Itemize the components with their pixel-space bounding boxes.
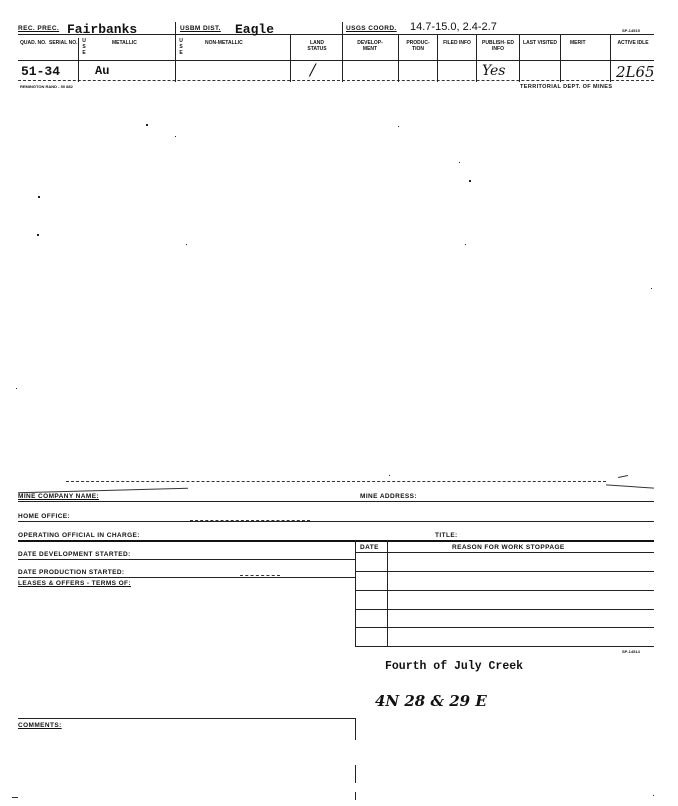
form-number-bottom: SP-14514 <box>622 649 640 654</box>
col-sep-6 <box>476 34 477 82</box>
col-sep-9 <box>610 34 611 82</box>
col-use-1: U S E <box>82 38 86 56</box>
speck <box>389 475 390 476</box>
col-land-status: LAND STATUS <box>307 40 327 52</box>
col-active-idle: ACTIVE IDLE <box>617 40 649 46</box>
comments-right-border-tail <box>355 792 356 800</box>
speck <box>651 288 652 289</box>
usgs-coord-label: USGS COORD. <box>346 25 397 32</box>
pen-mark <box>606 484 654 488</box>
col-sep-3 <box>342 22 343 82</box>
col-sep-metal-nonmetal <box>175 38 176 82</box>
metallic-value: Au <box>95 64 110 78</box>
comments-right-border-lower <box>355 765 356 783</box>
line-company <box>18 501 654 502</box>
table-date-sep <box>387 540 388 646</box>
rec-prec-value: Fairbanks <box>67 22 138 37</box>
line-home-office <box>18 521 654 522</box>
speck <box>175 136 176 137</box>
header-line-mid <box>18 60 654 61</box>
col-last-visited: LAST VISITED <box>523 40 557 46</box>
pen-mark <box>618 475 628 478</box>
col-production: PRODUC- TION <box>406 40 430 52</box>
rec-prec-label: REC. PREC. <box>18 25 60 32</box>
published-info-value: Yes <box>482 63 506 79</box>
line-official <box>18 540 654 542</box>
table-left-border <box>355 540 356 646</box>
card-footer-right: TERRITORIAL DEPT. OF MINES <box>520 84 613 90</box>
line-home-office-dash <box>190 520 310 521</box>
col-serial-no: SERIAL NO. <box>49 40 78 46</box>
table-row-line <box>355 571 654 572</box>
table-row-line <box>355 552 654 553</box>
date-production-label: DATE PRODUCTION STARTED: <box>18 569 125 576</box>
line-comments-top <box>18 718 355 719</box>
col-non-metallic: NON-METALLIC <box>205 40 243 46</box>
col-published-info: PUBLISH- ED INFO <box>482 40 514 52</box>
speck <box>469 180 471 182</box>
col-sep-4 <box>398 34 399 82</box>
line-dev <box>18 559 355 560</box>
speck <box>37 234 39 236</box>
leases-offers-label: LEASES & OFFERS - TERMS OF: <box>18 580 131 587</box>
header-line-bottom <box>18 80 654 81</box>
col-sep-2 <box>290 34 291 82</box>
speck <box>459 162 460 163</box>
speck <box>38 196 40 198</box>
speck <box>146 124 148 126</box>
col-sep-quad-metal <box>78 38 79 82</box>
location-name: Fourth of July Creek <box>385 660 524 673</box>
table-row-line <box>355 646 654 647</box>
col-sep-5 <box>437 34 438 82</box>
speck <box>653 795 654 796</box>
pen-mark <box>240 575 280 576</box>
mine-company-name-label: MINE COMPANY NAME: <box>18 493 99 500</box>
usbm-dist-value: Eagle <box>235 22 275 37</box>
title-label: TITLE: <box>435 532 458 539</box>
usbm-dist-label: USBM DIST. <box>180 25 221 32</box>
usgs-coord-value: 14.7-15.0, 2.4-2.7 <box>410 21 497 33</box>
line-prod <box>18 577 355 578</box>
table-row-line <box>355 609 654 610</box>
quad-serial-value: 51-34 <box>21 64 61 79</box>
col-development: DEVELOP- MENT <box>357 40 383 52</box>
speck <box>186 244 187 245</box>
col-quad-no: QUAD. NO. <box>20 40 47 46</box>
col-use-2: U S E <box>179 38 183 56</box>
active-idle-value: 2L65 <box>616 63 655 81</box>
stoppage-reason-header: REASON FOR WORK STOPPAGE <box>452 544 565 551</box>
lower-dash-top <box>66 481 606 482</box>
stoppage-date-header: DATE <box>360 544 379 551</box>
card-footer-left: REMINGTON RAND - 50 882 <box>20 84 73 89</box>
mine-address-label: MINE ADDRESS: <box>360 493 417 500</box>
comments-right-border <box>355 718 356 740</box>
speck <box>398 126 399 127</box>
col-metallic: METALLIC <box>112 40 137 46</box>
col-sep-7 <box>519 34 520 82</box>
col-sep-8 <box>560 34 561 82</box>
township-range: 4N 28 & 29 E <box>375 692 487 710</box>
comments-label: COMMENTS: <box>18 722 62 729</box>
operating-official-label: OPERATING OFFICIAL IN CHARGE: <box>18 532 140 539</box>
speck <box>16 388 17 389</box>
land-status-value: / <box>310 60 316 79</box>
col-filed-info: FILED INFO <box>443 40 471 46</box>
form-number-top: SP-14515 <box>622 28 640 33</box>
pen-mark <box>12 797 18 798</box>
table-row-line <box>355 627 654 628</box>
table-row-line <box>355 590 654 591</box>
speck <box>465 244 466 245</box>
col-merit: MERIT <box>570 40 586 46</box>
home-office-label: HOME OFFICE: <box>18 513 71 520</box>
date-development-label: DATE DEVELOPMENT STARTED: <box>18 551 131 558</box>
